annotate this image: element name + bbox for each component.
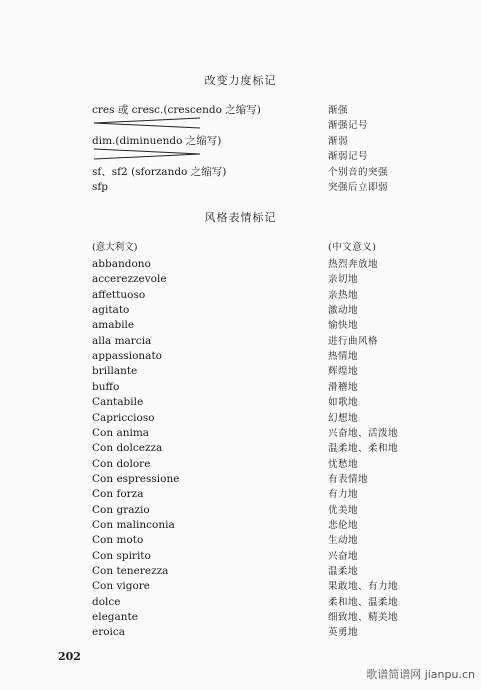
meaning: 温柔地、柔和地 xyxy=(328,443,399,455)
table-row xyxy=(92,257,422,272)
watermark: 歌谱简谱网 jianpu.cn xyxy=(366,668,475,681)
table-row xyxy=(92,457,422,472)
term: dim.(diminuendo 之缩写) xyxy=(92,135,222,147)
term: Con moto xyxy=(92,534,144,547)
meaning: 悲伦地 xyxy=(328,519,359,531)
term: amabile xyxy=(92,319,135,332)
term: cres 或 cresc.(crescendo 之缩写) xyxy=(92,104,261,116)
meaning: 渐弱记号 xyxy=(328,151,369,162)
table-row xyxy=(92,549,422,564)
term: sf、sf2 (sforzando 之缩写) xyxy=(92,166,227,178)
table-row xyxy=(92,288,422,303)
table-row xyxy=(92,334,422,349)
term: affettuoso xyxy=(92,288,146,301)
table-row xyxy=(92,180,422,195)
table-row xyxy=(92,518,422,533)
table-row xyxy=(92,134,422,149)
table-row xyxy=(92,165,422,180)
meaning: 生动地 xyxy=(328,535,359,547)
term: Cantabile xyxy=(92,396,144,409)
meaning: 热烈奔放地 xyxy=(328,259,379,270)
meaning: 亲热地 xyxy=(328,289,359,301)
section-title-expression: 风格表情标记 xyxy=(204,211,277,224)
meaning: 亲切地 xyxy=(328,274,359,286)
table-row xyxy=(92,472,422,487)
term: Con spirito xyxy=(92,549,151,562)
meaning: 愉快地 xyxy=(328,320,359,332)
table-row xyxy=(92,318,422,333)
table-row xyxy=(92,426,422,441)
table-header xyxy=(92,240,422,255)
term: appassionato xyxy=(92,350,162,363)
table-row xyxy=(92,349,422,364)
meaning: 细致地、精美地 xyxy=(328,612,399,624)
meaning: 兴奋地、活泼地 xyxy=(328,427,399,439)
term: accerezzevole xyxy=(92,273,167,286)
term: Con anima xyxy=(92,426,150,439)
meaning: 辉煌地 xyxy=(328,366,359,378)
table-row xyxy=(92,533,422,548)
meaning: 忧愁地 xyxy=(328,458,359,470)
meaning: 个别音的突强 xyxy=(328,167,389,178)
page-number: 202 xyxy=(58,650,81,663)
meaning: 有表情地 xyxy=(328,473,369,485)
meaning: 滑稽地 xyxy=(328,381,359,393)
term: Con dolcezza xyxy=(92,442,163,455)
meaning: 幻想地 xyxy=(328,412,359,424)
term: buffo xyxy=(92,380,120,393)
table-row xyxy=(92,564,422,579)
term: elegante xyxy=(92,611,138,624)
meaning: 突强后立即弱 xyxy=(328,182,389,193)
term: Capriccioso xyxy=(92,411,155,424)
meaning: 如歌地 xyxy=(328,397,359,409)
column-header-chinese: (中文意义) xyxy=(328,242,377,253)
meaning: 进行曲风格 xyxy=(328,335,379,347)
term: Con forza xyxy=(92,488,144,501)
meaning: 兴奋地 xyxy=(328,550,359,562)
term: brillante xyxy=(92,365,138,378)
table-row xyxy=(92,118,422,133)
term: Con malinconia xyxy=(92,518,175,531)
table-row xyxy=(92,579,422,594)
table-row xyxy=(92,411,422,426)
section-title-dynamics: 改变力度标记 xyxy=(204,74,277,87)
table-row xyxy=(92,625,422,640)
meaning: 热情地 xyxy=(328,351,359,363)
table-row xyxy=(92,610,422,625)
term: dolce xyxy=(92,595,121,608)
meaning: 温柔地 xyxy=(328,566,359,577)
term: Con grazio xyxy=(92,503,150,516)
table-row xyxy=(92,441,422,456)
table-row xyxy=(92,595,422,610)
meaning: 渐强 xyxy=(328,105,349,116)
table-row xyxy=(92,487,422,502)
term: agitato xyxy=(92,304,130,317)
meaning: 柔和地、温柔地 xyxy=(328,596,399,608)
term: sfp xyxy=(92,181,108,193)
term: Con espressione xyxy=(92,472,180,485)
meaning: 果敢地、有力地 xyxy=(328,581,399,593)
term: abbandono xyxy=(92,258,151,270)
term: eroica xyxy=(92,626,126,639)
table-row xyxy=(92,503,422,518)
meaning: 有力地 xyxy=(328,489,359,501)
term: Con tenerezza xyxy=(92,565,169,577)
meaning: 优美地 xyxy=(328,504,359,516)
meaning: 激动地 xyxy=(328,305,359,317)
table-row xyxy=(92,303,422,318)
term: alla marcia xyxy=(92,334,152,347)
meaning: 英勇地 xyxy=(328,627,359,639)
table-row xyxy=(92,395,422,410)
meaning: 渐弱 xyxy=(328,136,349,147)
table-row xyxy=(92,380,422,395)
table-row xyxy=(92,364,422,379)
meaning: 渐强记号 xyxy=(328,120,369,131)
table-row xyxy=(92,272,422,287)
term: Con vigore xyxy=(92,580,151,593)
table-row xyxy=(92,103,422,118)
term: Con dolore xyxy=(92,457,151,470)
table-row xyxy=(92,149,422,164)
column-header-italian: (意大利文) xyxy=(92,242,138,253)
